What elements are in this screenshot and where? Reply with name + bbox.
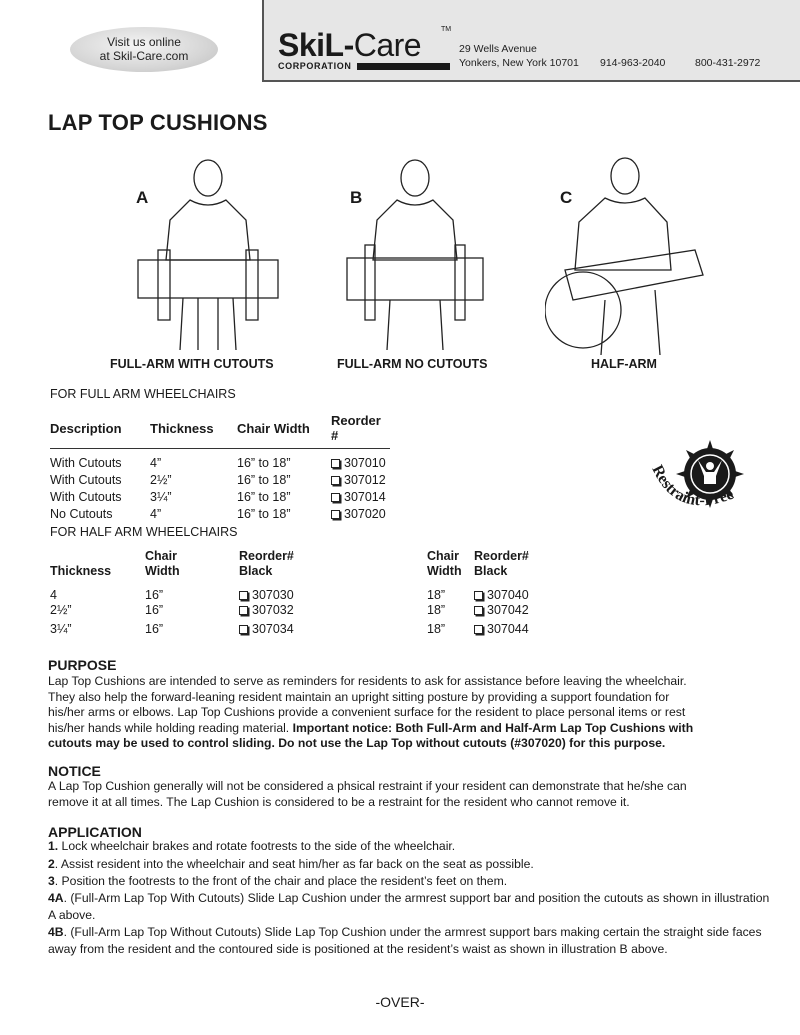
table-row	[50, 455, 390, 472]
illustration-caption: HALF-ARM	[591, 357, 657, 371]
address	[459, 42, 579, 70]
checkbox-icon[interactable]	[331, 459, 340, 468]
notice-heading: NOTICE	[48, 763, 101, 779]
cell-thickness: 2½”	[150, 473, 172, 487]
cell-chair-width: 16” to 18”	[237, 456, 291, 470]
illustration-letter: A	[136, 188, 149, 207]
cell-chair-width: 16” to 18”	[237, 507, 291, 521]
cell-reorder[interactable]: 307020	[331, 506, 390, 523]
cell-thickness: 3¼”	[150, 490, 172, 504]
cell-chair-width: 16” to 18”	[237, 490, 291, 504]
cell-description: With Cutouts	[50, 490, 122, 504]
half-col-chair-width-16: Chair Width	[145, 549, 180, 578]
full-arm-label: FOR FULL ARM WHEELCHAIRS	[50, 387, 236, 401]
checkbox-icon[interactable]	[474, 591, 483, 600]
application-step: 2. Assist resident into the wheelchair and seat him/her as far back on the seat as possible.	[48, 857, 534, 871]
half-col-reorder-18: Reorder# Black	[474, 549, 529, 578]
col-description: Description	[50, 413, 150, 449]
cell-reorder[interactable]: 307010	[331, 455, 390, 472]
application-step: 3. Position the footrests to the front of the chair and place the resident’s feet on them.	[48, 874, 508, 888]
wheelchair-person-drawing	[545, 150, 715, 355]
cell-description: With Cutouts	[50, 456, 122, 470]
application-step: 1. Lock wheelchair brakes and rotate footrests to the side of the wheelchair.	[48, 839, 456, 853]
visit-online-badge[interactable]	[70, 27, 218, 72]
logo-tm: TM	[441, 26, 452, 33]
half-col-reorder-16: Reorder# Black	[239, 549, 294, 578]
logo-light: Care	[353, 27, 422, 63]
cell-thickness: 4”	[150, 507, 162, 521]
phone-local: 914-963-2040	[600, 57, 666, 69]
table-row	[50, 472, 390, 489]
illustration-caption: FULL-ARM NO CUTOUTS	[337, 357, 488, 371]
application-step: 4A. (Full-Arm Lap Top With Cutouts) Slide Lap Cushion under the armrest support bar and position the cutouts as shown in illustration A above.	[48, 891, 770, 922]
half-col-thickness: Thickness	[50, 564, 112, 578]
half-arm-label: FOR HALF ARM WHEELCHAIRS	[50, 525, 238, 539]
skil-care-logo	[278, 26, 452, 74]
checkbox-icon[interactable]	[474, 606, 483, 615]
checkbox-icon[interactable]	[239, 625, 248, 634]
restraint-free-seal-icon	[640, 432, 770, 532]
seal-text: Restraint-Free	[648, 462, 736, 510]
phone-tollfree: 800-431-2972	[695, 57, 761, 69]
application-heading: APPLICATION	[48, 824, 142, 840]
illustration-caption: FULL-ARM WITH CUTOUTS	[110, 357, 274, 371]
wheelchair-person-drawing	[335, 150, 495, 350]
checkbox-icon[interactable]	[239, 606, 248, 615]
checkbox-icon[interactable]	[239, 591, 248, 600]
visit-line-2: at Skil-Care.com	[99, 49, 189, 63]
purpose-text: Lap Top Cushions are intended to serve as reminders for residents to ask for assistance before leaving the wheelchair. They also help the forward-leaning resident maintain an upright sitting posture by providing a support foundation for his/her arms or elbows. Lap Top Cushions provide a convenient surface for the resident to place personal items or rest his/her hands while holding reading material. Important notice: Both Full-Arm and Half-Arm Lap Top Cushions with cutouts may be used to control sliding. Do not use the Lap Top without cutouts (#307020) for this purpose.	[48, 674, 694, 750]
table-row	[50, 506, 390, 523]
full-arm-table	[50, 413, 390, 523]
cell-thickness: 4”	[150, 456, 162, 470]
col-reorder: Reorder #	[331, 413, 390, 449]
half-col-chair-width-18: Chair Width	[427, 549, 462, 578]
notice-text: A Lap Top Cushion generally will not be considered a phsical restraint if your resident can demonstrate that he/she can remove it at all times. The Lap Cushion is considered to be a restraint for the resident who cannot remove it.	[48, 779, 687, 809]
illustration-b	[335, 150, 535, 375]
wheelchair-person-drawing	[128, 150, 288, 350]
address-line-2: Yonkers, New York 10701	[459, 57, 579, 69]
col-thickness: Thickness	[150, 413, 237, 449]
checkbox-icon[interactable]	[331, 510, 340, 519]
over-label: -OVER-	[375, 994, 425, 1010]
cell-description: With Cutouts	[50, 473, 122, 487]
logo-corporation: CORPORATION	[278, 61, 352, 71]
purpose-heading: PURPOSE	[48, 657, 117, 673]
cell-description: No Cutouts	[50, 507, 113, 521]
cell-reorder[interactable]: 307014	[331, 489, 390, 506]
table-header-row	[50, 413, 390, 449]
application-step: 4B. (Full-Arm Lap Top Without Cutouts) Slide Lap Top Cushion under the armrest support bars making certain the straight side faces away from the resident and the contoured side is positioned at the resident’s waist as shown in illustration B above.	[48, 925, 762, 956]
logo-bar	[357, 63, 450, 70]
checkbox-icon[interactable]	[331, 476, 340, 485]
illustration-letter: B	[350, 188, 363, 207]
page-title: LAP TOP CUSHIONS	[48, 110, 268, 135]
cell-chair-width: 16” to 18”	[237, 473, 291, 487]
cell-reorder[interactable]: 307012	[331, 472, 390, 489]
address-line-1: 29 Wells Avenue	[459, 43, 537, 55]
col-chair-width: Chair Width	[237, 413, 331, 449]
illustration-a	[110, 150, 310, 375]
illustration-letter: C	[560, 188, 573, 207]
visit-line-1: Visit us online	[107, 35, 181, 49]
table-row	[50, 489, 390, 506]
logo-bold: SkiL-	[278, 27, 354, 63]
checkbox-icon[interactable]	[474, 625, 483, 634]
illustration-c	[545, 150, 745, 375]
checkbox-icon[interactable]	[331, 493, 340, 502]
